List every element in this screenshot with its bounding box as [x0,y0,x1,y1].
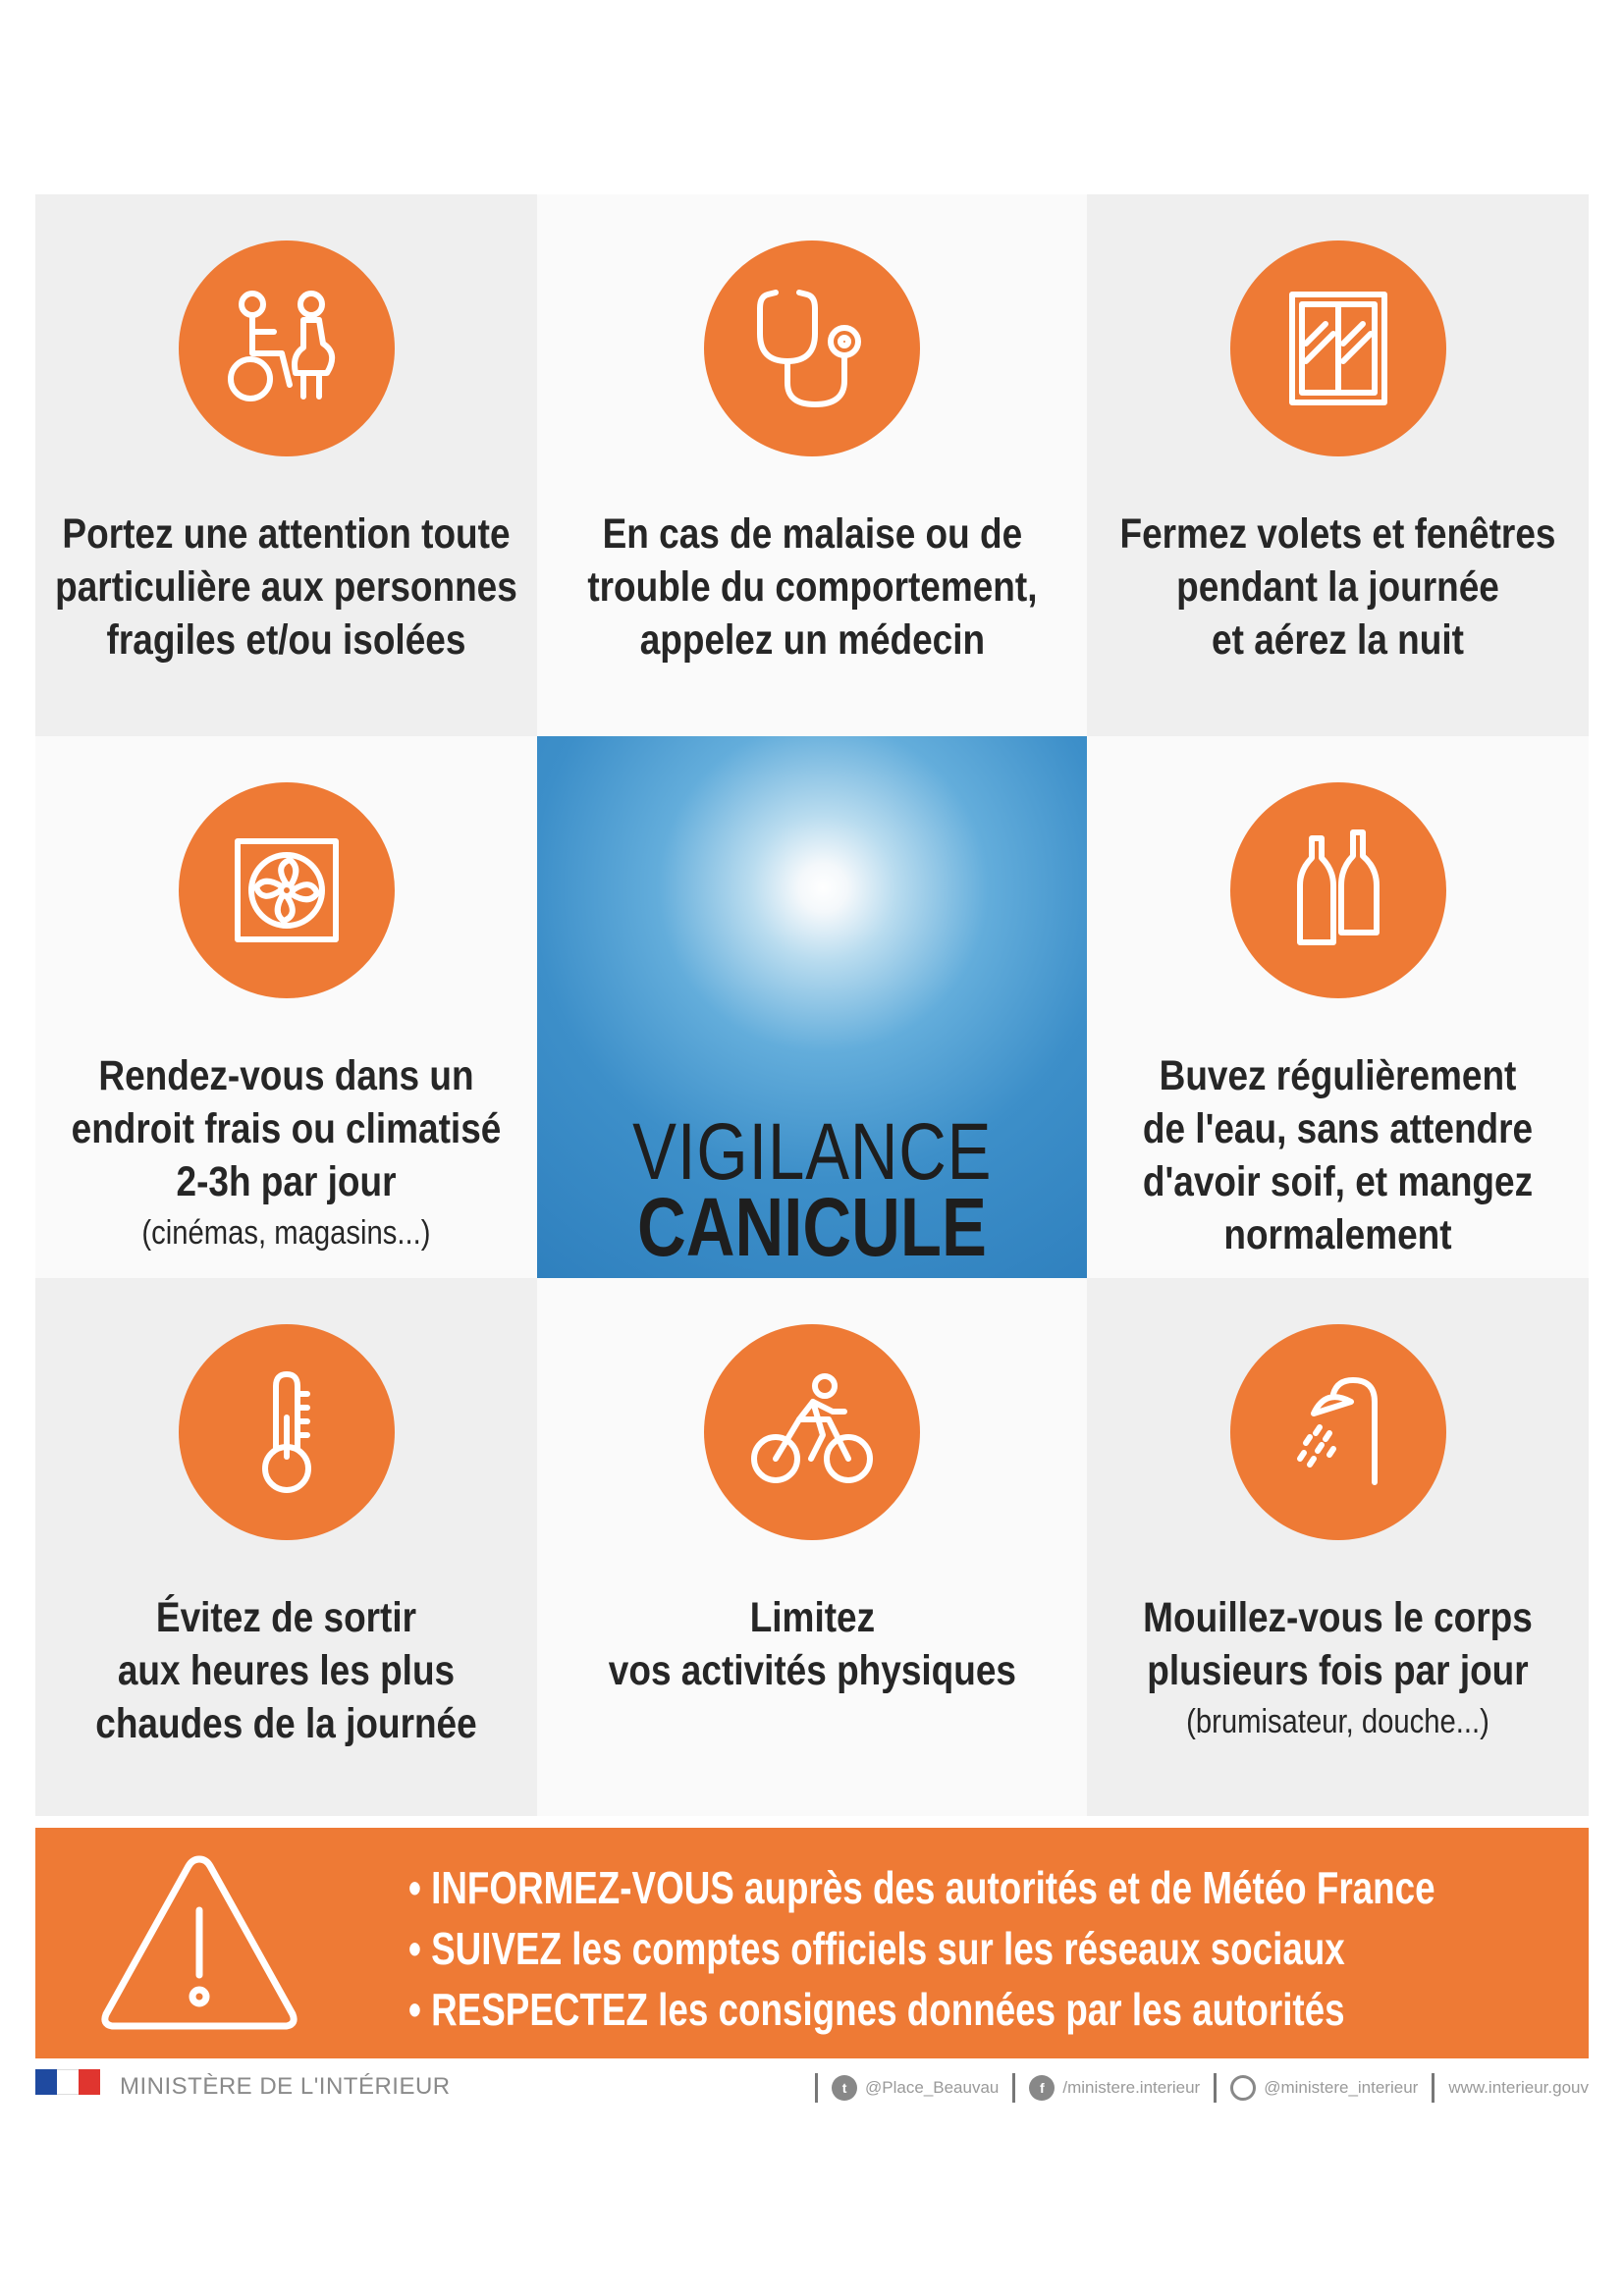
advice-text [1087,1049,1589,1261]
cyclist-icon [738,1359,886,1506]
vigilance-canicule-panel [537,736,1087,1278]
advice-line: 2-3h par jour [176,1158,397,1205]
advice-card-drink-water [1087,736,1589,1278]
separator [1214,2073,1217,2103]
icon-circle [179,782,395,998]
advice-line: fragiles et/ou isolées [106,616,466,664]
advice-line: Buvez régulièrement [1159,1052,1517,1099]
instruction-item: • INFORMEZ-VOUS auprès des autorités et de Météo France [408,1857,1435,1918]
advice-line: Évitez de sortir [155,1594,417,1641]
advice-card-doctor [537,194,1087,736]
advice-grid [35,194,1589,1816]
advice-line: appelez un médecin [639,616,985,664]
advice-line: particulière aux personnes [55,563,517,611]
icon-circle [179,1324,395,1540]
separator [815,2073,818,2103]
instruction-list [408,1857,1435,2040]
advice-card-avoid-going-out [35,1278,537,1816]
advice-line: Rendez-vous dans un [98,1052,474,1099]
advice-line: Portez une attention toute [62,510,511,558]
advice-line: de l'eau, sans attendre [1142,1105,1534,1152]
advice-line: pendant la journée [1176,563,1499,611]
icon-circle [179,240,395,456]
air-conditioner-fan-icon [213,817,360,964]
icon-circle [704,1324,920,1540]
advice-note: (brumisateur, douche...) [1186,1703,1489,1740]
advice-text [35,1591,537,1750]
advice-line: et aérez la nuit [1212,616,1464,664]
instagram-handle[interactable]: @ministere_interieur [1264,2078,1419,2097]
republic-logo [35,2069,100,2112]
separator [1432,2073,1435,2103]
instruction-item: • RESPECTEZ les consignes données par les autorités [408,1979,1435,2040]
advice-line: chaudes de la journée [95,1700,477,1747]
window-icon [1265,275,1412,422]
website-link[interactable]: www.interieur.gouv [1448,2078,1589,2097]
facebook-icon: f [1029,2075,1055,2101]
advice-card-fragile-people [35,194,537,736]
advice-text [537,1591,1087,1697]
icon-circle [704,240,920,456]
info-banner [35,1828,1589,2058]
social-links [809,2073,1589,2103]
advice-text [1087,507,1589,667]
advice-line: Mouillez-vous le corps [1143,1594,1533,1641]
advice-line: plusieurs fois par jour [1147,1647,1529,1694]
advice-line: normalement [1223,1211,1452,1258]
advice-line: d'avoir soif, et mangez [1142,1158,1534,1205]
footer [35,2069,1589,2118]
bottles-icon [1265,817,1412,964]
icon-circle [1230,240,1446,456]
twitter-icon: t [832,2075,857,2101]
instruction-item: • SUIVEZ les comptes officiels sur les réseaux sociaux [408,1918,1435,1979]
advice-line: En cas de malaise ou de [602,510,1022,558]
advice-line: vos activités physiques [608,1647,1016,1694]
advice-card-wet-body [1087,1278,1589,1816]
advice-card-cool-place [35,736,537,1278]
advice-line: trouble du comportement, [586,563,1038,611]
separator [1012,2073,1015,2103]
shower-icon [1265,1359,1412,1506]
advice-text [1087,1591,1589,1746]
stethoscope-icon [738,275,886,422]
advice-text [537,507,1087,667]
advice-line: endroit frais ou climatisé [71,1105,502,1152]
center-title-line2: CANICULE [637,1181,987,1273]
warning-triangle-icon [96,1849,302,2036]
twitter-handle[interactable]: @Place_Beauvau [865,2078,1000,2097]
thermometer-icon [213,1359,360,1506]
facebook-handle[interactable]: /ministere.interieur [1062,2078,1201,2097]
advice-text [35,507,537,667]
advice-line: aux heures les plus [117,1647,456,1694]
advice-card-limit-activity [537,1278,1087,1816]
instagram-icon [1230,2075,1256,2101]
advice-text [35,1049,537,1257]
ministry-name: MINISTÈRE DE L'INTÉRIEUR [120,2073,451,2100]
advice-card-shutters [1087,194,1589,736]
advice-note: (cinémas, magasins...) [141,1214,431,1252]
advice-line: Fermez volets et fenêtres [1119,510,1556,558]
icon-circle [1230,782,1446,998]
icon-circle [1230,1324,1446,1540]
center-title-line1: VIGILANCE [631,1107,993,1197]
advice-line: Limitez [749,1594,875,1641]
wheelchair-and-pregnant-woman-icon [213,275,360,422]
